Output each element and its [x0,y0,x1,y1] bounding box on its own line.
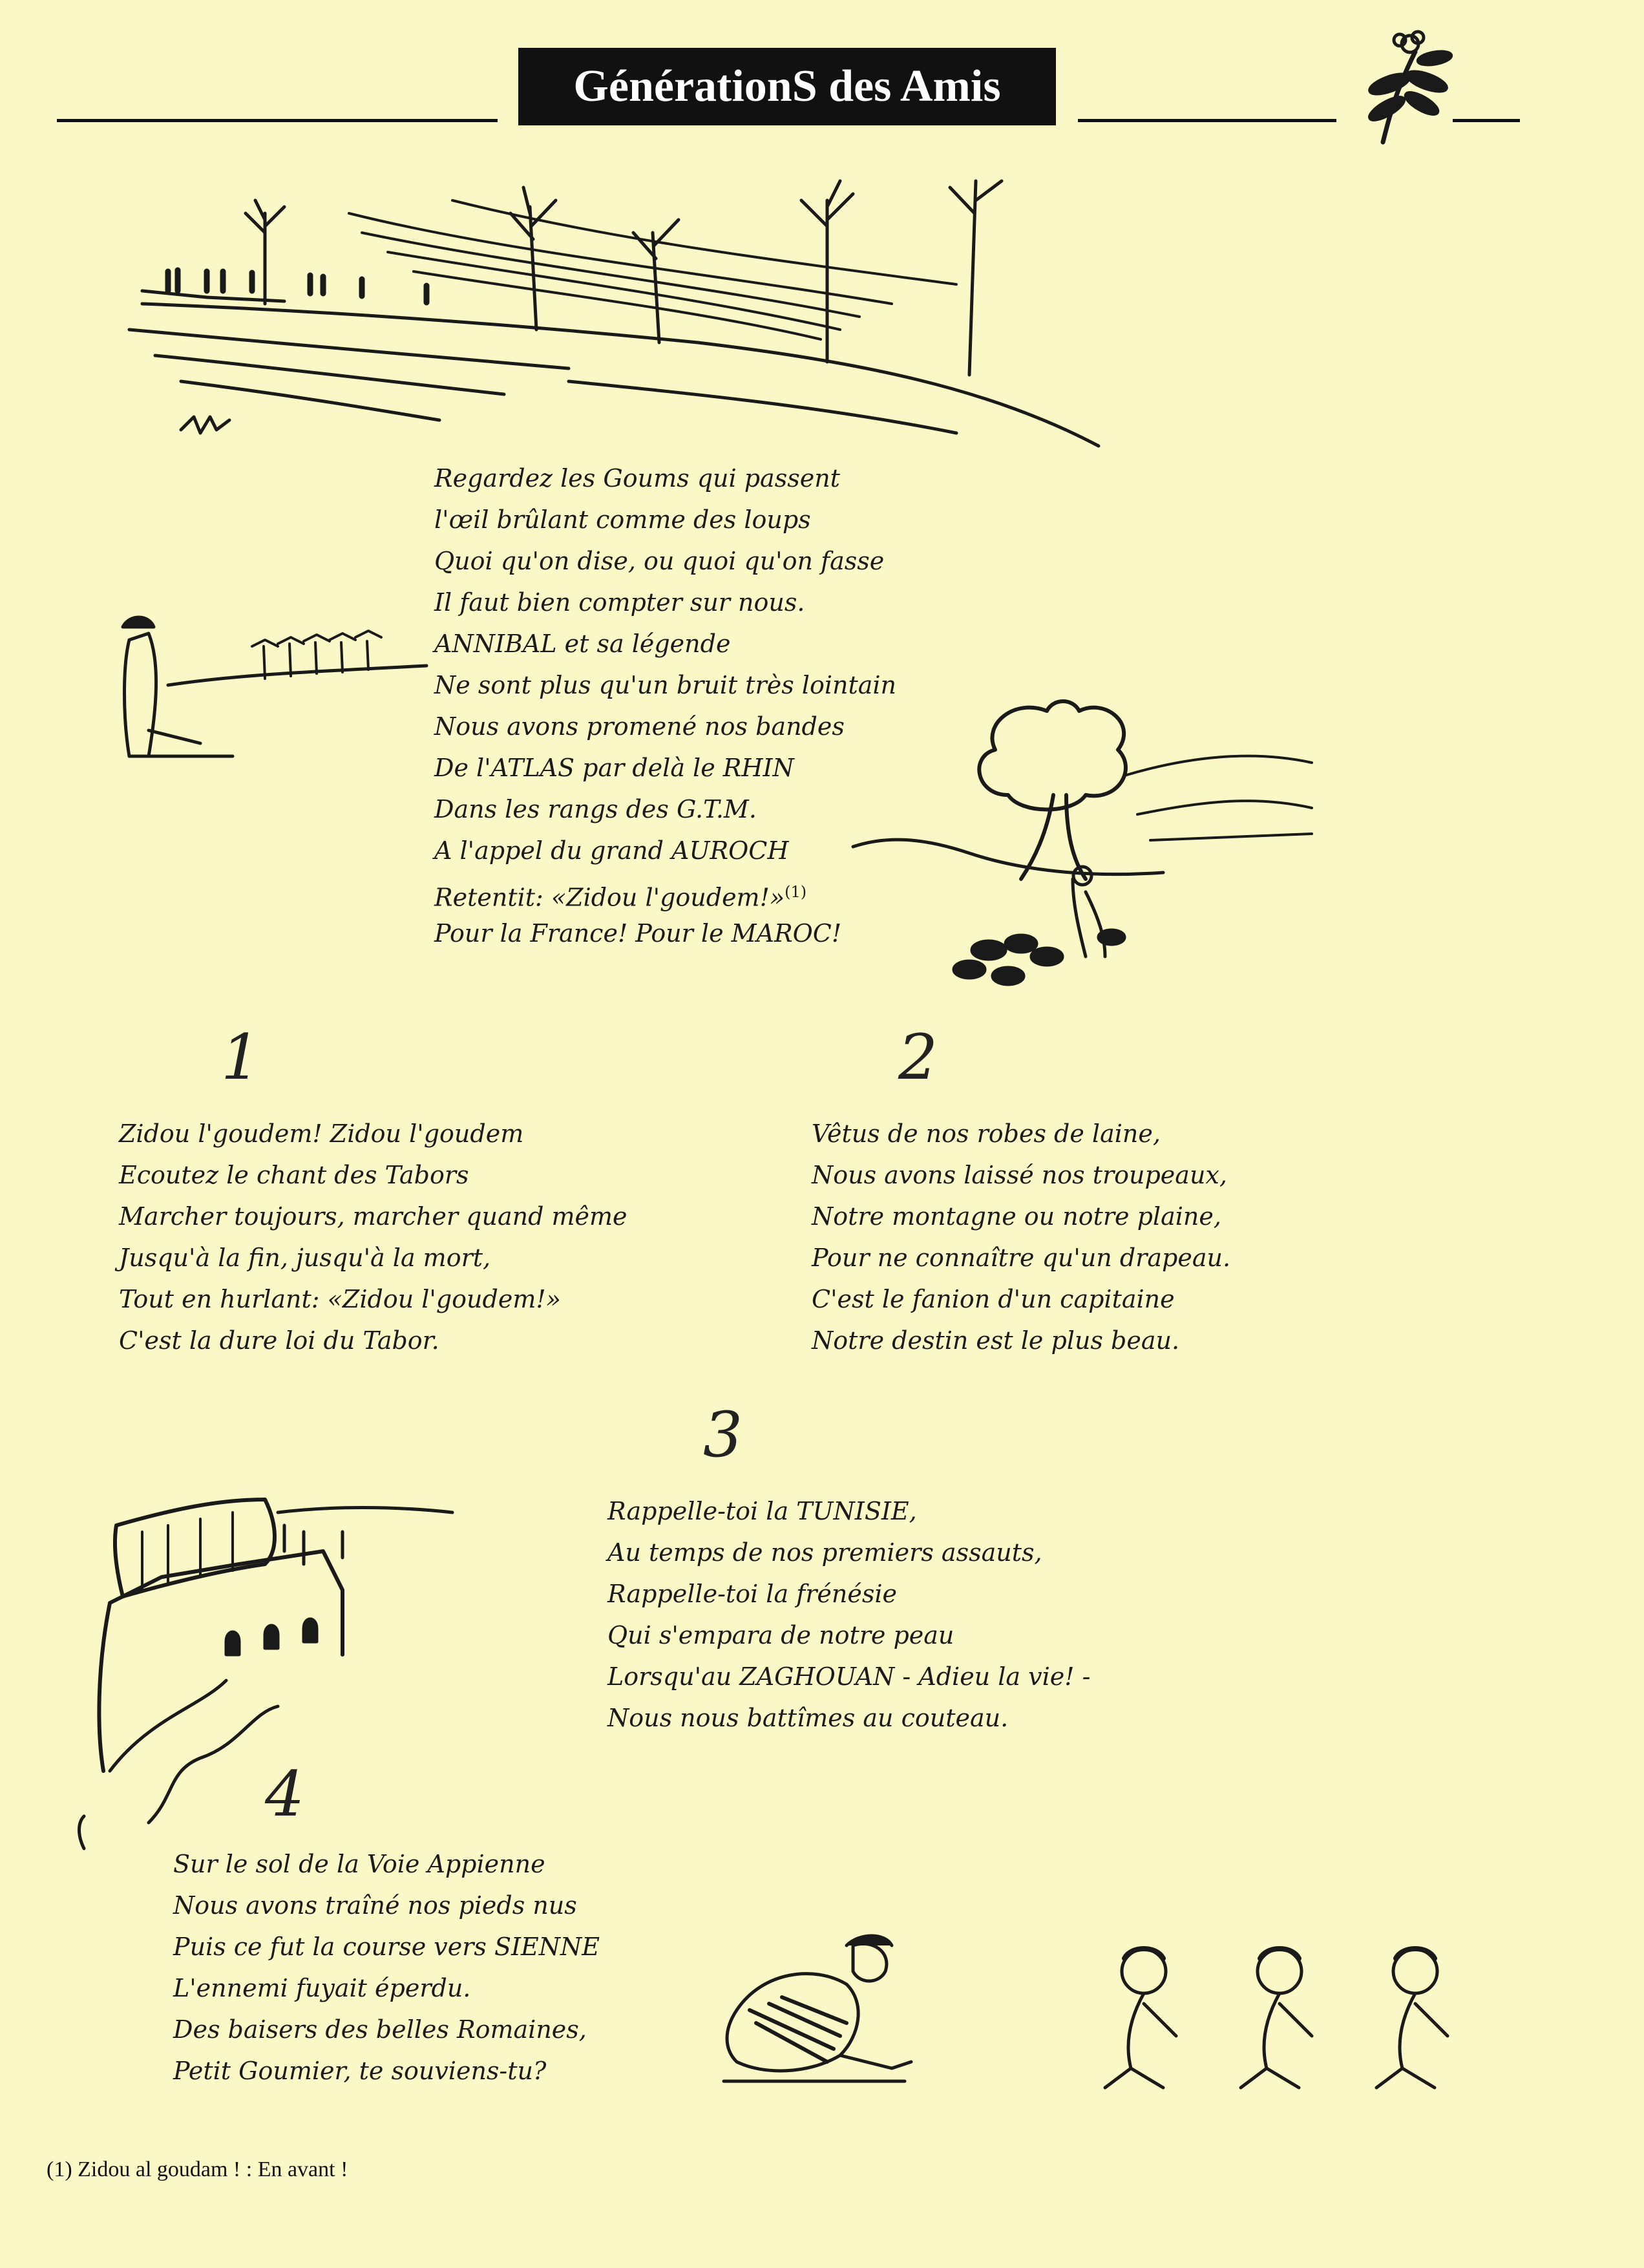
publication-title: GénérationS des Amis [518,48,1056,125]
verse-line: Jusqu'à la fin, jusqu'à la mort, [119,1244,491,1272]
verse-line: Ecoutez le chant des Tabors [119,1161,469,1189]
olive-branch-icon [1344,26,1454,149]
verse-line: Sur le sol de la Voie Appienne [173,1850,545,1878]
verse-line: Notre destin est le plus beau. [812,1326,1180,1355]
verse-line: L'ennemi fuyait éperdu. [173,1974,471,2002]
verse-line: Retentit: «Zidou l'goudem!» [434,883,785,912]
landscape-marching-goums-illustration [116,175,1124,459]
verse-line: Rappelle-toi la frénésie [607,1580,898,1608]
verse-line: l'œil brûlant comme des loups [434,505,811,534]
verse-line: C'est le fanion d'un capitaine [812,1285,1175,1313]
footnote: (1) Zidou al goudam ! : En avant ! [47,2157,348,2181]
verse-line: Il faut bien compter sur nous. [434,588,805,617]
verse-line: Rappelle-toi la TUNISIE, [607,1497,917,1525]
verse-line: Pour ne connaître qu'un drapeau. [812,1244,1231,1272]
verse-line: Puis ce fut la course vers SIENNE [173,1933,600,1961]
header-rule-left [57,119,498,122]
stanza-number: 3 [703,1399,743,1471]
verse-line: Des baisers des belles Romaines, [173,2015,587,2044]
verse-line: Nous avons laissé nos troupeaux, [812,1161,1227,1189]
verse-line: Ne sont plus qu'un bruit très lointain [434,671,897,699]
stanza-3 [607,1490,1090,1739]
verse-line: Marcher toujours, marcher quand même [119,1202,627,1231]
verse-line: Pour la France! Pour le MAROC! [434,919,842,948]
three-children-illustration [1092,1939,1480,2094]
verse-line: Dans les rangs des G.T.M. [434,795,757,823]
verse-line: De l'ATLAS par delà le RHIN [434,754,794,782]
verse-line: Quoi qu'on dise, ou quoi qu'on fasse [434,547,885,575]
verse-line: ANNIBAL et sa légende [434,630,731,658]
footnote-marker: (1) [785,883,807,901]
verse-line: Notre montagne ou notre plaine, [812,1202,1221,1231]
verse-line: Tout en hurlant: «Zidou l'goudem!» [119,1285,561,1313]
verse-line: Qui s'empara de notre peau [607,1621,954,1649]
verse-line: Lorsqu'au ZAGHOUAN - Adieu la vie! - [607,1662,1091,1691]
verse-line: Au temps de nos premiers assauts, [607,1538,1042,1567]
verse-line: Zidou l'goudem! Zidou l'goudem [119,1119,524,1148]
stanza-number: 1 [221,1021,261,1094]
verse-line: Vêtus de nos robes de laine, [812,1119,1161,1148]
running-goumier-illustration [698,1933,918,2094]
stanza-number: 4 [265,1758,305,1830]
stanza-number: 2 [898,1021,938,1094]
verse-line: Nous avons promené nos bandes [434,712,845,741]
verse-line: Regardez les Goums qui passent [434,464,840,493]
stanza-2 [812,1113,1230,1361]
stanza-1 [119,1113,627,1361]
verse-line: A l'appel du grand AUROCH [434,836,789,865]
header-rule-right [1078,119,1336,122]
goumier-with-palms-illustration [103,614,439,769]
verse-line: Petit Goumier, te souviens-tu? [173,2057,547,2085]
tree-shepherd-sheep-illustration [801,685,1318,995]
verse-line: Nous nous battîmes au couteau. [607,1704,1009,1732]
verse-line: C'est la dure loi du Tabor. [119,1326,439,1355]
verse-line: Nous avons traîné nos pieds nus [173,1891,577,1920]
header-rule-far-right [1453,119,1520,122]
stanza-4 [173,1843,600,2092]
